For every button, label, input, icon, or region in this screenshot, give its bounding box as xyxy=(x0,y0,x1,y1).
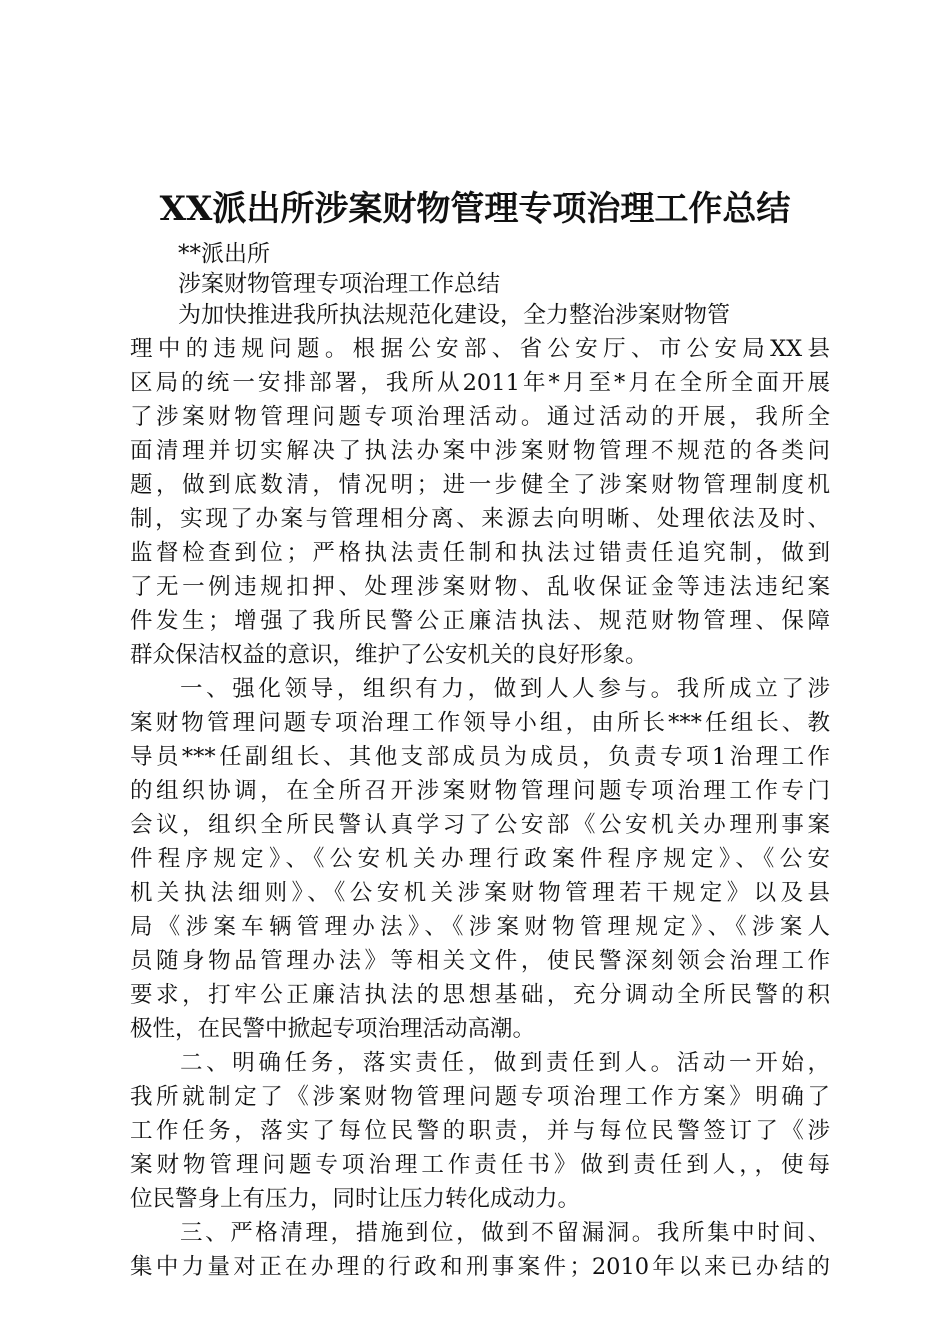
body-line: 极性，在民警中掀起专项治理活动高潮。 xyxy=(130,1016,536,1042)
body-line: 一、强化领导，组织有力，做到人人参与。我所成立了涉 xyxy=(180,676,830,702)
body-line: 群众保洁权益的意识，维护了公安机关的良好形象。 xyxy=(130,642,648,668)
body-line: 了涉案财物管理问题专项治理活动。通过活动的开展，我所全 xyxy=(130,404,830,430)
body-line: 面清理并切实解决了执法办案中涉案财物管理不规范的各类问 xyxy=(130,438,830,464)
body-line: 我所就制定了《涉案财物管理问题专项治理工作方案》明确了 xyxy=(130,1084,830,1110)
body-line: 题，做到底数清，情况明；进一步健全了涉案财物管理制度机 xyxy=(130,472,830,498)
body-line: 集中力量对正在办理的行政和刑事案件；2010年以来已办结的 xyxy=(130,1254,830,1280)
document-body xyxy=(130,332,830,1284)
document-subtitle: 涉案财物管理专项治理工作总结 xyxy=(178,271,500,297)
document-title: XX派出所涉案财物管理专项治理工作总结 xyxy=(159,189,791,229)
body-line: 位民警身上有压力，同时让压力转化成动力。 xyxy=(130,1186,581,1212)
body-line: 案财物管理问题专项治理工作领导小组，由所长***任组长、教 xyxy=(130,710,830,736)
body-line: 工作任务，落实了每位民警的职责，并与每位民警签订了《涉 xyxy=(130,1118,830,1144)
body-line: 机关执法细则》、《公安机关涉案财物管理若干规定》以及县 xyxy=(130,880,830,906)
body-line: 要求，打牢公正廉洁执法的思想基础，充分调动全所民警的积 xyxy=(130,982,830,1008)
body-line: 二、明确任务，落实责任，做到责任到人。活动一开始， xyxy=(180,1050,830,1076)
body-line: 会议，组织全所民警认真学习了公安部《公安机关办理刑事案 xyxy=(130,812,830,838)
body-line: 局《涉案车辆管理办法》、《涉案财物管理规定》、《涉案人 xyxy=(130,914,830,940)
body-line: 监督检查到位；严格执法责任制和执法过错责任追究制，做到 xyxy=(130,540,830,566)
body-line: 员随身物品管理办法》等相关文件，使民警深刻领会治理工作 xyxy=(130,948,830,974)
body-line: 三、严格清理，措施到位，做到不留漏洞。我所集中时间、 xyxy=(180,1220,830,1246)
body-line: 件发生；增强了我所民警公正廉洁执法、规范财物管理、保障 xyxy=(130,608,830,634)
body-line: 了无一例违规扣押、处理涉案财物、乱收保证金等违法违纪案 xyxy=(130,574,830,600)
body-line: 案财物管理问题专项治理工作责任书》做到责任到人，，使每 xyxy=(130,1152,830,1178)
org-name: **派出所 xyxy=(178,241,270,267)
body-line: 制，实现了办案与管理相分离、来源去向明晰、处理依法及时、 xyxy=(130,506,830,532)
body-line: 理中的违规问题。根据公安部、省公安厅、市公安局XX县 xyxy=(130,336,830,362)
body-line: 件程序规定》、《公安机关办理行政案件程序规定》、《公安 xyxy=(130,846,830,872)
body-line: 导员***任副组长、其他支部成员为成员，负责专项1治理工作 xyxy=(130,744,830,770)
body-line: 区局的统一安排部署，我所从2011年*月至*月在全所全面开展 xyxy=(130,370,830,396)
first-paragraph-line: 为加快推进我所执法规范化建设，全力整治涉案财物管 xyxy=(178,302,730,328)
body-line: 的组织协调，在全所召开涉案财物管理问题专项治理工作专门 xyxy=(130,778,830,804)
